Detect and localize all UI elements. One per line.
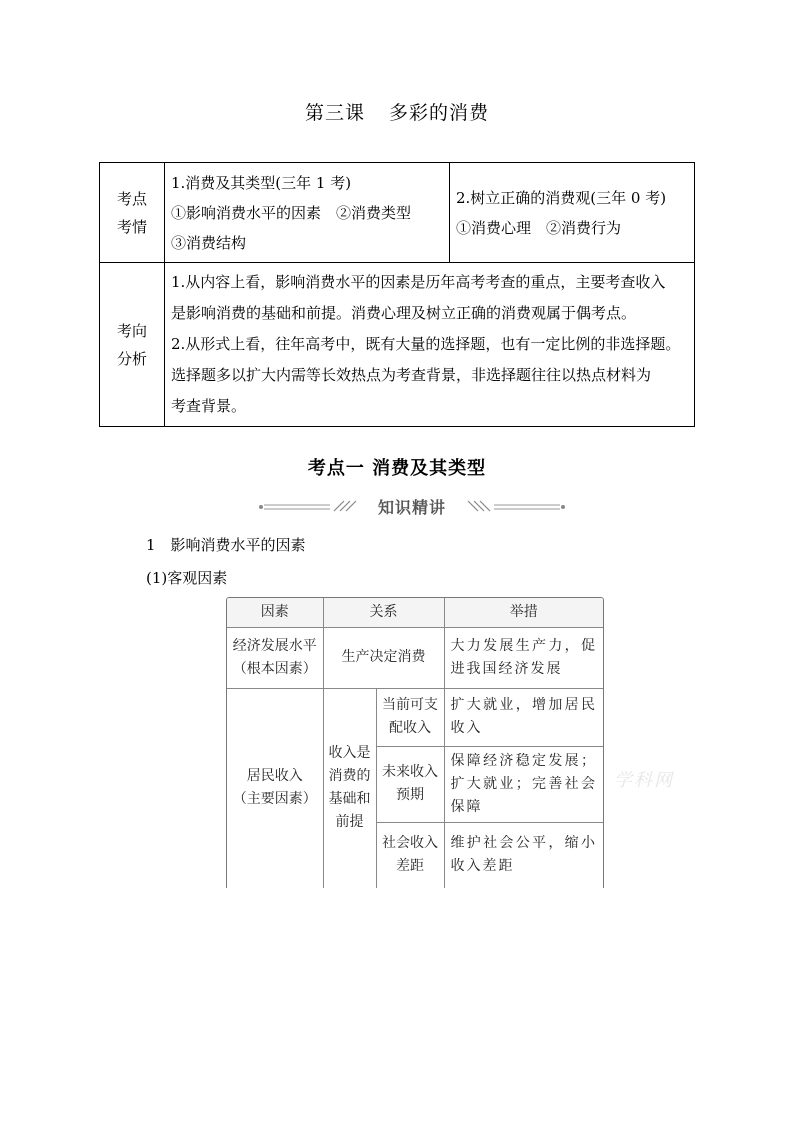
- header-factor: 因素: [227, 598, 323, 627]
- factor-econ-cell: 经济发展水平 （根本因素）: [227, 627, 323, 688]
- header-measure: 举措: [444, 598, 603, 627]
- relation-econ-cell: 生产决定消费: [323, 627, 444, 688]
- watermark: 学科网: [614, 770, 674, 790]
- measure-income-gap: 维护社会公平，缩小收入差距: [444, 822, 603, 888]
- factor-income-cell: 居民收入 （主要因素）: [227, 688, 323, 888]
- row-label-kaoqing: 考点 考情: [100, 163, 165, 263]
- income-sub-future: 未来收入 预期: [376, 746, 444, 822]
- section-heading: 考点一 消费及其类型: [307, 458, 487, 479]
- topic-1-cell: 1.消费及其类型(三年 1 考) ①影响消费水平的因素 ②消费类型 ③消费结构: [165, 163, 450, 263]
- consumption-factor-table: [227, 598, 603, 888]
- exam-overview-table: [99, 162, 695, 427]
- income-sub-current: 当前可支 配收入: [376, 688, 444, 746]
- measure-econ-cell: 大力发展生产力，促进我国经济发展: [444, 627, 603, 688]
- header-relation: 关系: [323, 598, 444, 627]
- page-title: [0, 98, 794, 125]
- lesson-topic: 多彩的消费: [389, 102, 490, 124]
- topic-2-cell: 2.树立正确的消费观(三年 0 考) ①消费心理 ②消费行为: [450, 163, 695, 263]
- lesson-number: 第三课: [304, 102, 365, 124]
- measure-current-income: 扩大就业，增加居民收入: [444, 688, 603, 746]
- row-label-kaoxiang: 考向 分析: [100, 263, 165, 427]
- subsection-title: 1 影响消费水平的因素: [146, 536, 306, 554]
- relation-income-cell: 收入是 消费的 基础和 前提: [323, 688, 376, 888]
- factor-table-frame: [226, 597, 604, 888]
- income-sub-gap: 社会收入 差距: [376, 822, 444, 888]
- measure-future-income: 保障经济稳定发展；扩大就业；完善社会保障: [444, 746, 603, 822]
- analysis-cell: 1.从内容上看，影响消费水平的因素是历年高考考查的重点，主要考查收入 是影响消费的基础和前提。消费心理及树立正确的消费观属于偶考点。 2.从形式上看，往年高考中，既有大量的选择题，也有一定比例的非选择题。 选择题多以扩大内需等长效热点为考查背景，非选择题往往以热点材料为 考查背景。: [165, 263, 695, 427]
- knowledge-banner-title: 知识精讲: [358, 495, 466, 518]
- subsection-subtitle: (1)客观因素: [146, 569, 228, 587]
